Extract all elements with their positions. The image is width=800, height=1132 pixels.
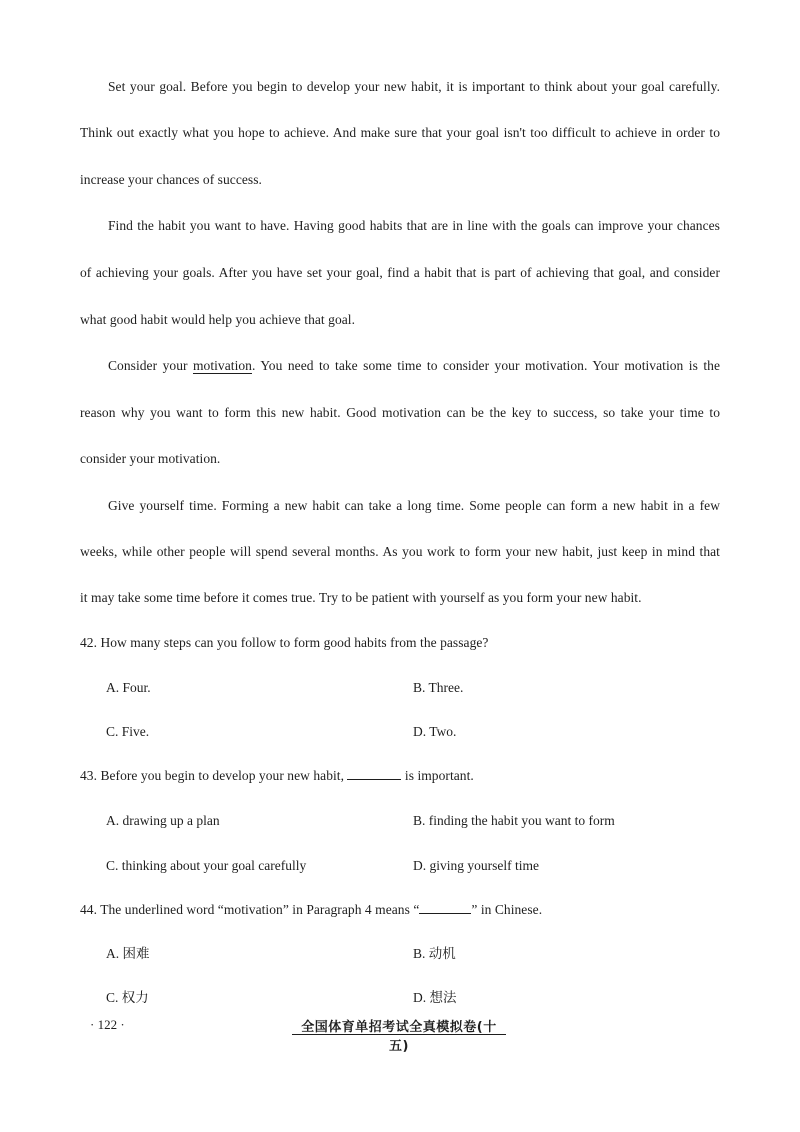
q44-option-b[interactable]: B. 动机 (413, 946, 456, 961)
passage-p4-line1: Give yourself time. Forming a new habit can take a long time. Some people can form a new habit in a few (108, 498, 720, 513)
passage-p3-line2: reason why you want to form this new habit. Good motivation can be the key to success, so take your time to (80, 405, 720, 420)
q44-stem-suffix: ” in Chinese. (471, 902, 543, 917)
q43-stem-prefix: 43. Before you begin to develop your new habit, (80, 768, 345, 783)
footer-underline (292, 1034, 506, 1035)
question-42-stem: 42. How many steps can you follow to form good habits from the passage? (80, 635, 489, 650)
q44-stem-prefix: 44. The underlined word “motivation” in Paragraph 4 means “ (80, 902, 420, 917)
page-number: · 122 · (90, 1017, 125, 1032)
underlined-word-motivation: motivation (192, 358, 252, 373)
p3-line1-prefix: Consider your (108, 358, 193, 373)
q42-option-c[interactable]: C. Five. (106, 724, 150, 739)
q43-option-c[interactable]: C. thinking about your goal carefully (106, 858, 307, 873)
passage-p3-line3: consider your motivation. (80, 451, 221, 466)
q43-option-a[interactable]: A. drawing up a plan (106, 813, 220, 828)
p3-line1-suffix: . You need to take some time to consider your motivation. Your motivation is the (251, 358, 720, 373)
question-43-stem (80, 767, 720, 785)
q43-stem-suffix: is important. (404, 768, 474, 783)
passage-p2-line1: Find the habit you want to have. Having good habits that are in line with the goals can improve your chances (108, 218, 720, 233)
q43-answer-blank[interactable] (347, 767, 401, 780)
q43-option-d[interactable]: D. giving yourself time (413, 858, 539, 873)
passage-p3-line1 (108, 357, 720, 375)
passage-p4-line2: weeks, while other people will spend several months. As you work to form your new habit, just keep in mind that (80, 544, 720, 559)
question-44-stem (80, 901, 720, 919)
passage-p1-line1: Set your goal. Before you begin to develop your new habit, it is important to think about your goal carefully. (108, 79, 720, 94)
q44-answer-blank[interactable] (419, 901, 471, 914)
q44-option-c[interactable]: C. 权力 (106, 990, 149, 1005)
passage-p2-line3: what good habit would help you achieve that goal. (80, 312, 356, 327)
footer-exam-title: 全国体育单招考试全真模拟卷(十五) (301, 1020, 497, 1054)
q42-option-a[interactable]: A. Four. (106, 680, 151, 695)
passage-p1-line3: increase your chances of success. (80, 172, 262, 187)
passage-p4-line3: it may take some time before it comes true. Try to be patient with yourself as you form your new habit. (80, 590, 642, 605)
q42-option-d[interactable]: D. Two. (413, 724, 457, 739)
q43-option-b[interactable]: B. finding the habit you want to form (413, 813, 615, 828)
passage-p2-line2: of achieving your goals. After you have set your goal, find a habit that is part of achieving that goal, and consider (80, 265, 720, 280)
q42-option-b[interactable]: B. Three. (413, 680, 464, 695)
q44-option-d[interactable]: D. 想法 (413, 990, 457, 1005)
passage-p1-line2: Think out exactly what you hope to achieve. And make sure that your goal isn't too difficult to achieve in order to (80, 125, 720, 140)
q44-option-a[interactable]: A. 困难 (106, 946, 150, 961)
